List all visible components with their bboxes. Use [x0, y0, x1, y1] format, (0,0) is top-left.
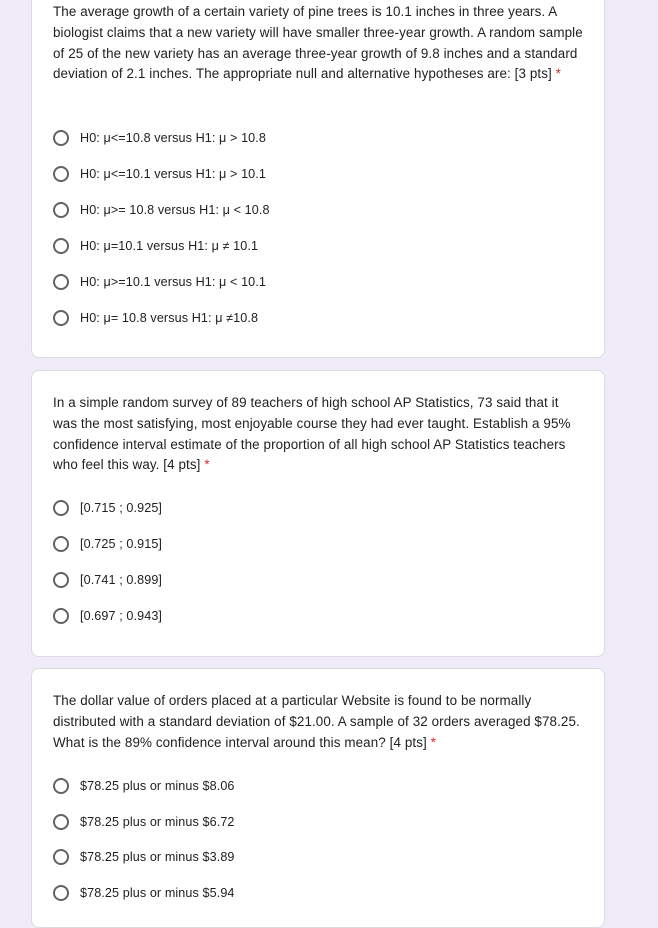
- radio-button[interactable]: [53, 778, 69, 794]
- option-label[interactable]: [0.741 ; 0.899]: [80, 573, 163, 587]
- answer-option[interactable]: [53, 569, 162, 591]
- answer-option[interactable]: [53, 533, 162, 555]
- option-label[interactable]: H0: μ>= 10.8 versus H1: μ < 10.8: [80, 203, 270, 217]
- question-card-1: [31, 0, 605, 358]
- radio-button[interactable]: [53, 885, 69, 901]
- radio-button[interactable]: [53, 202, 69, 218]
- radio-button[interactable]: [53, 166, 69, 182]
- radio-button[interactable]: [53, 814, 69, 830]
- answer-option[interactable]: [53, 127, 266, 149]
- answer-option[interactable]: [53, 846, 235, 868]
- question-prompt: In a simple random survey of 89 teachers of high school AP Statistics, 73 said that it was the most satisfying, most enjoyable course they had ever taught. Establish a 95% confidence interval estimate of the proportion of all high school AP Statistics teachers who feel this way. [4 pts]: [53, 395, 571, 473]
- radio-button[interactable]: [53, 572, 69, 588]
- option-label[interactable]: [0.697 ; 0.943]: [80, 609, 163, 623]
- option-label[interactable]: $78.25 plus or minus $6.72: [80, 815, 235, 829]
- radio-button[interactable]: [53, 238, 69, 254]
- answer-option[interactable]: [53, 163, 266, 185]
- option-label[interactable]: $78.25 plus or minus $5.94: [80, 886, 235, 900]
- radio-button[interactable]: [53, 849, 69, 865]
- option-label[interactable]: $78.25 plus or minus $3.89: [80, 850, 235, 864]
- option-label[interactable]: H0: μ>=10.1 versus H1: μ < 10.1: [80, 275, 266, 289]
- radio-button[interactable]: [53, 130, 69, 146]
- option-label[interactable]: H0: μ<=10.1 versus H1: μ > 10.1: [80, 167, 266, 181]
- question-prompt: The dollar value of orders placed at a particular Website is found to be normally distributed with a standard deviation of $21.00. A sample of 32 orders averaged $78.25. What is the 89% confidence interval around this mean? [4 pts]: [53, 693, 580, 750]
- answer-option[interactable]: [53, 271, 266, 293]
- option-label[interactable]: H0: μ=10.1 versus H1: μ ≠ 10.1: [80, 239, 259, 253]
- answer-option[interactable]: [53, 199, 270, 221]
- question-text: [53, 691, 584, 753]
- radio-button[interactable]: [53, 310, 69, 326]
- question-card-3: [31, 668, 605, 928]
- answer-option[interactable]: [53, 497, 162, 519]
- radio-button[interactable]: [53, 608, 69, 624]
- answer-option[interactable]: [53, 775, 235, 797]
- required-asterisk: *: [204, 457, 210, 473]
- option-label[interactable]: $78.25 plus or minus $8.06: [80, 779, 235, 793]
- radio-button[interactable]: [53, 500, 69, 516]
- option-label[interactable]: H0: μ<=10.8 versus H1: μ > 10.8: [80, 131, 266, 145]
- required-asterisk: *: [430, 734, 436, 750]
- question-text: [53, 393, 584, 476]
- option-label[interactable]: H0: μ= 10.8 versus H1: μ ≠10.8: [80, 311, 259, 325]
- answer-option[interactable]: [53, 811, 235, 833]
- required-asterisk: *: [555, 66, 561, 82]
- answer-option[interactable]: [53, 605, 162, 627]
- option-label[interactable]: [0.725 ; 0.915]: [80, 537, 163, 551]
- question-prompt: The average growth of a certain variety of pine trees is 10.1 inches in three years. A biologist claims that a new variety will have smaller three-year growth. A random sample of 25 of the new variety has an average three-year growth of 9.8 inches and a standard deviation of 2.1 inches. The appropriate null and alternative hypotheses are: [3 pts]: [53, 4, 583, 82]
- radio-button[interactable]: [53, 536, 69, 552]
- option-label[interactable]: [0.715 ; 0.925]: [80, 501, 163, 515]
- question-card-2: [31, 370, 605, 657]
- answer-option[interactable]: [53, 235, 258, 257]
- answer-option[interactable]: [53, 882, 235, 904]
- radio-button[interactable]: [53, 274, 69, 290]
- answer-option[interactable]: [53, 307, 258, 329]
- question-text: [53, 2, 584, 85]
